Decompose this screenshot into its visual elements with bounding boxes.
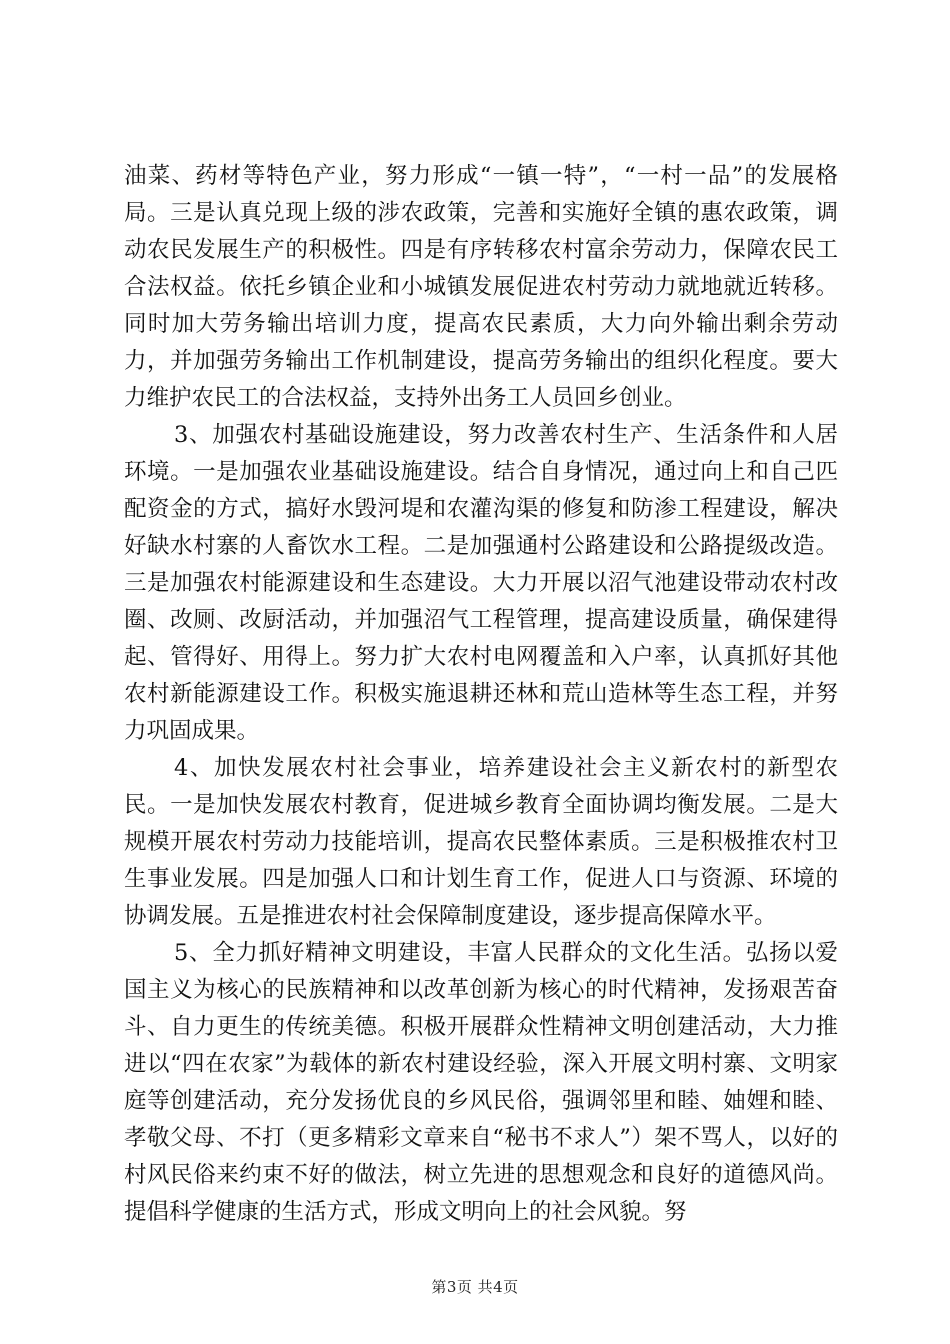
paragraph-spiritual-civilization: 5、全力抓好精神文明建设，丰富人民群众的文化生活。弘扬以爱国主义为核心的民族精神和以改革创新为核心的时代精神，发扬艰苦奋斗、自力更生的传统美德。积极开展群众性精神文明创建活动，大力推进以“四在农家”为载体的新农村建设经验，深入开展文明村寨、文明家庭等创建活动，充分发扬优良的乡风民俗，强调邻里和睦、妯娌和睦、孝敬父母、不打（更多精彩文章来自“秘书不求人”）架不骂人，以好的村风民俗来约束不好的做法，树立先进的思想观念和良好的道德风尚。提倡科学健康的生活方式，形成文明向上的社会风貌。努 bbox=[124, 940, 838, 1225]
document-body bbox=[124, 158, 838, 1231]
paragraph-continuation: 油菜、药材等特色产业，努力形成“一镇一特”，“一村一品”的发展格局。三是认真兑现上级的涉农政策，完善和实施好全镇的惠农政策，调动农民发展生产的积极性。四是有序转移农村富余劳动力，保障农民工合法权益。依托乡镇企业和小城镇发展促进农村劳动力就地就近转移。同时加大劳务输出培训力度，提高农民素质，大力向外输出剩余劳动力，并加强劳务输出工作机制建设，提高劳务输出的组织化程度。要大力维护农民工的合法权益，支持外出务工人员回乡创业。 bbox=[124, 163, 838, 411]
paragraph-infrastructure: 3、加强农村基础设施建设，努力改善农村生产、生活条件和人居环境。一是加强农业基础设施建设。结合自身情况，通过向上和自己匹配资金的方式，搞好水毁河堤和农灌沟渠的修复和防渗工程建设，解决好缺水村寨的人畜饮水工程。二是加强通村公路建设和公路提级改造。三是加强农村能源建设和生态建设。大力开展以沼气池建设带动农村改圈、改厕、改厨活动，并加强沼气工程管理，提高建设质量，确保建得起、管得好、用得上。努力扩大农村电网覆盖和入户率，认真抓好其他农村新能源建设工作。积极实施退耕还林和荒山造林等生态工程，并努力巩固成果。 bbox=[124, 422, 838, 744]
paragraph-social-affairs: 4、加快发展农村社会事业，培养建设社会主义新农村的新型农民。一是加快发展农村教育，促进城乡教育全面协调均衡发展。二是大规模开展农村劳动力技能培训，提高农民整体素质。三是积极推农村卫生事业发展。四是加强人口和计划生育工作，促进人口与资源、环境的协调发展。五是推进农村社会保障制度建设，逐步提高保障水平。 bbox=[124, 755, 838, 929]
page-number-footer: 第3页 共4页 bbox=[431, 1278, 519, 1296]
